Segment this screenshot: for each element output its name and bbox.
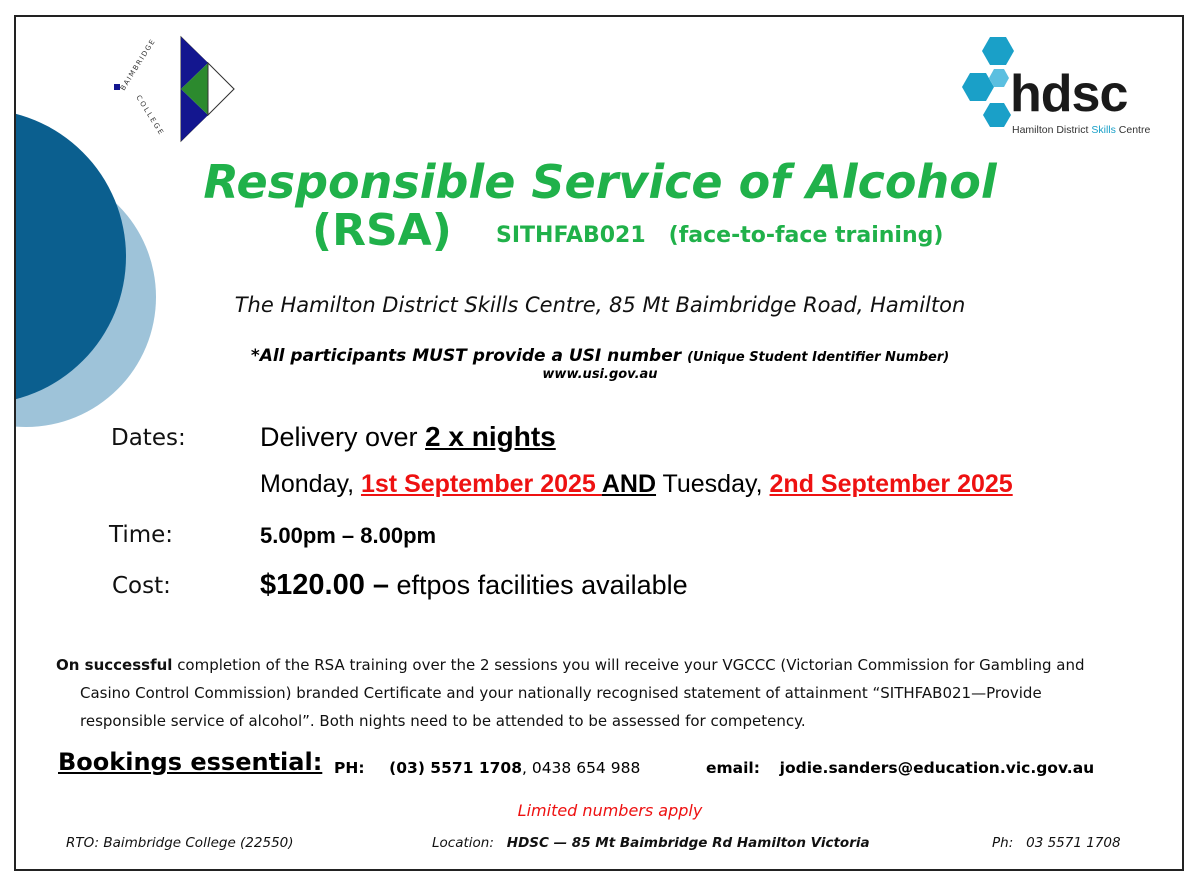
footer-location: Location: HDSC — 85 Mt Baimbridge Rd Hamilton Victoria: [432, 835, 870, 851]
dates-label: Dates:: [111, 425, 186, 451]
footer-phone: Ph: 03 5571 1708: [992, 835, 1121, 851]
svg-text:COLLEGE: COLLEGE: [134, 93, 166, 138]
course-code: SITHFAB021: [496, 223, 646, 248]
cost-line: [260, 569, 688, 602]
hdsc-wordmark: hdsc: [1010, 65, 1128, 123]
flyer: [14, 15, 1184, 871]
course-abbreviation: (RSA): [312, 205, 452, 256]
email-link[interactable]: jodie.sanders@education.vic.gov.au: [779, 759, 1095, 777]
limited-numbers-note: Limited numbers apply: [517, 801, 703, 820]
venue-address: The Hamilton District Skills Centre, 85 Mt Baimbridge Road, Hamilton: [234, 293, 966, 317]
and-text: AND: [601, 470, 657, 498]
usi-notice-note: (Unique Student Identifier Number): [687, 350, 950, 365]
svg-text:BAIMBRIDGE: BAIMBRIDGE: [118, 37, 158, 93]
usi-url: www.usi.gov.au: [542, 367, 658, 382]
dates-line: Monday, 1st September 2025 AND Tuesday, 2nd September 2025: [260, 470, 1013, 498]
usi-notice: [16, 346, 1184, 366]
cost-label: Cost:: [112, 573, 171, 599]
date-1: 1st September 2025: [360, 470, 602, 498]
cost-value: $120.00 –: [260, 569, 390, 601]
time-value: 5.00pm – 8.00pm: [260, 523, 437, 548]
course-title: Responsible Service of Alcohol: [203, 155, 997, 209]
svg-text:Hamilton District Skills Centr: Hamilton District Skills Centre: [1012, 124, 1151, 136]
delivery-line: Delivery over 2 x nights: [260, 421, 556, 452]
date-2: 2nd September 2025: [769, 470, 1013, 498]
booking-phone: PH: (03) 5571 1708, 0438 654 988: [334, 759, 641, 777]
bookings-heading: Bookings essential:: [58, 748, 323, 776]
course-code-line: [496, 223, 943, 248]
completion-paragraph: On successful completion of the RSA training over the 2 sessions you will receive your VGCCC (Victorian Commission for Gambling and Casino Control Commission) branded Certificate and your nationally recognised statement of attainment “SITHFAB021—Provide responsible service of alcohol”. Both nights need to be attended to be assessed for competency.: [56, 656, 1085, 730]
time-label: Time:: [109, 522, 174, 548]
booking-email: email: jodie.sanders@education.vic.gov.au: [706, 759, 1095, 777]
baimbridge-college-logo: [108, 35, 238, 147]
footer-rto: RTO: Baimbridge College (22550): [66, 835, 294, 851]
phone-alt[interactable]: , 0438 654 988: [521, 759, 641, 777]
phone-main[interactable]: (03) 5571 1708: [389, 759, 522, 777]
hdsc-logo: [960, 33, 1176, 141]
cost-note: eftpos facilities available: [389, 570, 688, 600]
usi-notice-main: *All participants MUST provide a USI number: [250, 346, 682, 366]
delivery-nights: 2 x nights: [425, 421, 556, 452]
delivery-mode: (face-to-face training): [668, 223, 944, 248]
